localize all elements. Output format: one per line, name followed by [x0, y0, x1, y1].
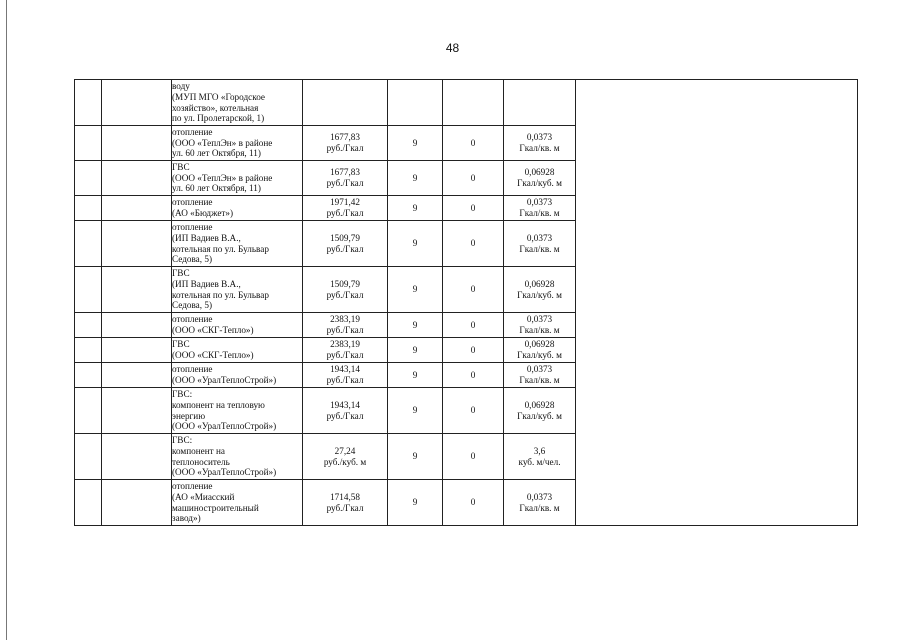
row-value-cell: 0 — [443, 126, 504, 161]
row-blank-cell — [75, 480, 102, 526]
row-blank-cell — [75, 388, 102, 434]
row-name-cell: ГВС (ИП Вадиев В.А., котельная по ул. Бульвар Седова, 5) — [172, 267, 303, 313]
row-norm-cell: 0,06928 Гкал/куб. м — [504, 338, 576, 363]
row-norm-cell: 0,0373 Гкал/кв. м — [504, 196, 576, 221]
row-blank-cell — [102, 221, 172, 267]
row-norm-cell: 0,0373 Гкал/кв. м — [504, 363, 576, 388]
row-blank-cell — [75, 363, 102, 388]
row-norm-cell: 0,06928 Гкал/куб. м — [504, 267, 576, 313]
row-blank-cell — [102, 338, 172, 363]
row-tariff-cell: 1943,14 руб./Гкал — [303, 363, 388, 388]
row-blank-cell — [102, 196, 172, 221]
row-blank-cell — [102, 267, 172, 313]
row-blank-cell — [102, 313, 172, 338]
row-name-cell: ГВС: компонент на тепловую энергию (ООО «УралТеплоСтрой») — [172, 388, 303, 434]
row-blank-cell — [102, 363, 172, 388]
row-value-cell: 9 — [388, 267, 443, 313]
row-tariff-cell: 1971,42 руб./Гкал — [303, 196, 388, 221]
row-norm-cell: 3,6 куб. м/чел. — [504, 434, 576, 480]
page-number: 48 — [445, 41, 460, 55]
row-value-cell: 0 — [443, 313, 504, 338]
row-blank-cell — [75, 80, 102, 126]
row-value-cell: 0 — [443, 221, 504, 267]
row-tariff-cell: 1677,83 руб./Гкал — [303, 161, 388, 196]
row-tariff-cell — [303, 80, 388, 126]
row-value-cell: 9 — [388, 480, 443, 526]
row-tariff-cell: 1677,83 руб./Гкал — [303, 126, 388, 161]
row-name-cell: ГВС: компонент на теплоноситель (ООО «УралТеплоСтрой») — [172, 434, 303, 480]
row-blank-cell — [75, 196, 102, 221]
row-tariff-cell: 1943,14 руб./Гкал — [303, 388, 388, 434]
row-value-cell: 0 — [443, 267, 504, 313]
row-blank-cell — [102, 388, 172, 434]
row-value-cell: 9 — [388, 196, 443, 221]
row-tariff-cell: 1714,58 руб./Гкал — [303, 480, 388, 526]
row-value-cell: 9 — [388, 126, 443, 161]
row-value-cell: 9 — [388, 434, 443, 480]
row-value-cell: 9 — [388, 388, 443, 434]
row-name-cell: ГВС (ООО «ТеплЭн» в районе ул. 60 лет Октября, 11) — [172, 161, 303, 196]
row-blank-cell — [102, 480, 172, 526]
row-tariff-cell: 1509,79 руб./Гкал — [303, 267, 388, 313]
row-name-cell: отопление (ИП Вадиев В.А., котельная по ул. Бульвар Седова, 5) — [172, 221, 303, 267]
row-norm-cell — [504, 80, 576, 126]
row-name-cell: отопление (АО «Бюджет») — [172, 196, 303, 221]
row-value-cell: 0 — [443, 434, 504, 480]
row-name-cell: ГВС (ООО «СКГ-Тепло») — [172, 338, 303, 363]
row-value-cell: 9 — [388, 161, 443, 196]
row-tariff-cell: 1509,79 руб./Гкал — [303, 221, 388, 267]
table-row — [75, 80, 858, 126]
row-value-cell: 9 — [388, 313, 443, 338]
row-value-cell: 0 — [443, 338, 504, 363]
row-name-cell: отопление (АО «Миасский машиностроительный завод») — [172, 480, 303, 526]
row-blank-cell — [102, 161, 172, 196]
row-value-cell: 0 — [443, 161, 504, 196]
row-value-cell: 9 — [388, 363, 443, 388]
row-tariff-cell: 2383,19 руб./Гкал — [303, 338, 388, 363]
row-value-cell — [443, 80, 504, 126]
row-name-cell: воду (МУП МГО «Городское хозяйство», котельная по ул. Пролетарской, 1) — [172, 80, 303, 126]
row-norm-cell: 0,06928 Гкал/куб. м — [504, 161, 576, 196]
row-norm-cell: 0,0373 Гкал/кв. м — [504, 221, 576, 267]
row-value-cell: 0 — [443, 196, 504, 221]
row-blank-cell — [102, 434, 172, 480]
tariff-table — [74, 79, 858, 526]
row-value-cell — [388, 80, 443, 126]
row-value-cell: 9 — [388, 338, 443, 363]
row-blank-cell — [75, 126, 102, 161]
row-blank-cell — [102, 80, 172, 126]
row-value-cell: 0 — [443, 388, 504, 434]
row-blank-cell — [75, 221, 102, 267]
row-tariff-cell: 27,24 руб./куб. м — [303, 434, 388, 480]
row-norm-cell: 0,0373 Гкал/кв. м — [504, 480, 576, 526]
row-blank-cell — [75, 338, 102, 363]
row-value-cell: 0 — [443, 363, 504, 388]
row-norm-cell: 0,0373 Гкал/кв. м — [504, 313, 576, 338]
row-blank-cell — [75, 434, 102, 480]
row-blank-cell — [102, 126, 172, 161]
scan-edge-line — [6, 0, 7, 640]
row-blank-cell — [75, 161, 102, 196]
row-blank-cell — [75, 267, 102, 313]
row-name-cell: отопление (ООО «УралТеплоСтрой») — [172, 363, 303, 388]
row-norm-cell: 0,0373 Гкал/кв. м — [504, 126, 576, 161]
row-tariff-cell: 2383,19 руб./Гкал — [303, 313, 388, 338]
row-name-cell: отопление (ООО «СКГ-Тепло») — [172, 313, 303, 338]
row-norm-cell: 0,06928 Гкал/куб. м — [504, 388, 576, 434]
row-name-cell: отопление (ООО «ТеплЭн» в районе ул. 60 лет Октября, 11) — [172, 126, 303, 161]
row-value-cell: 0 — [443, 480, 504, 526]
remarks-cell — [576, 80, 858, 526]
row-blank-cell — [75, 313, 102, 338]
row-value-cell: 9 — [388, 221, 443, 267]
